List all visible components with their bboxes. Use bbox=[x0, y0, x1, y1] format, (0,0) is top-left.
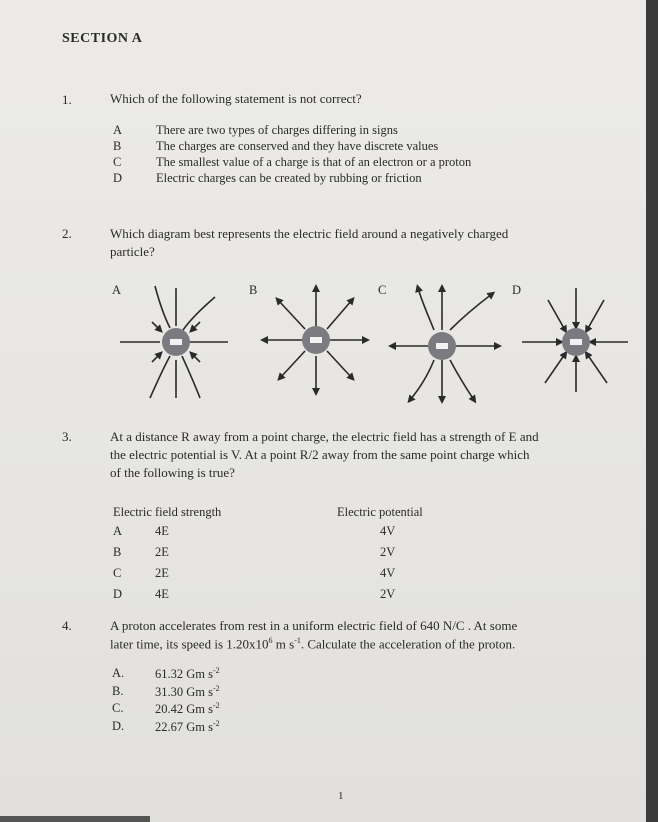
q3-row-c-field: 2E bbox=[155, 566, 169, 580]
q4-text-line2-c: . Calculate the acceleration of the proton. bbox=[300, 636, 516, 652]
q3-row-a-potential: 4V bbox=[380, 524, 396, 538]
q4-option-b-text: 31.30 Gm s bbox=[155, 685, 213, 700]
q4-option-c-exp: -2 bbox=[213, 701, 220, 710]
q4-option-b-exp: -2 bbox=[213, 684, 220, 693]
q4-option-d-letter: D. bbox=[112, 719, 125, 733]
page-bottom-edge bbox=[0, 816, 150, 822]
q3-row-c-letter: C bbox=[113, 566, 122, 580]
q3-row-c-potential: 4V bbox=[380, 566, 396, 580]
q1-option-c-text: The smallest value of a charge is that of an electron or a proton bbox=[156, 155, 472, 169]
q3-row-b-field: 2E bbox=[155, 545, 169, 559]
q3-text-line1: At a distance R away from a point charge, the electric field has a strength of E and bbox=[110, 429, 539, 444]
q3-text-line3: of the following is true? bbox=[110, 465, 235, 480]
q1-number: 1. bbox=[62, 92, 72, 107]
page-number: 1 bbox=[338, 790, 344, 802]
q4-option-d-value bbox=[155, 719, 220, 735]
q4-text-line2-b: m s bbox=[272, 636, 295, 652]
q4-option-a-text: 61.32 Gm s bbox=[155, 667, 213, 682]
q1-option-d-text: Electric charges can be created by rubbing or friction bbox=[156, 171, 422, 185]
diagram-d-label: D bbox=[512, 283, 522, 297]
q3-row-a-field: 4E bbox=[155, 524, 169, 538]
q1-option-b-text: The charges are conserved and they have discrete values bbox=[156, 139, 439, 153]
q3-col-field-header: Electric field strength bbox=[113, 505, 222, 519]
q3-row-a-letter: A bbox=[113, 524, 123, 538]
q4-number: 4. bbox=[62, 618, 72, 633]
q4-text-line2 bbox=[110, 636, 515, 652]
q2-text-line1: Which diagram best represents the electric field around a negatively charged bbox=[110, 226, 509, 241]
q4-option-d-text: 22.67 Gm s bbox=[155, 720, 213, 735]
q3-row-b-potential: 2V bbox=[380, 545, 396, 559]
q4-option-c-text: 20.42 Gm s bbox=[155, 702, 213, 717]
q4-exp-unit: -1 bbox=[294, 636, 301, 645]
diagram-c-label: C bbox=[378, 283, 387, 297]
q3-number: 3. bbox=[62, 429, 72, 444]
q1-option-a-text: There are two types of charges differing in signs bbox=[156, 123, 398, 137]
q4-option-b-value bbox=[155, 684, 220, 700]
q3-row-d-potential: 2V bbox=[380, 587, 396, 601]
page-edge-shadow bbox=[646, 0, 658, 822]
q4-option-a-letter: A. bbox=[112, 666, 125, 680]
q4-option-b-letter: B. bbox=[112, 684, 124, 698]
diagram-b-label: B bbox=[249, 283, 258, 297]
q1-option-a-letter: A bbox=[113, 123, 123, 137]
q3-col-potential-header: Electric potential bbox=[337, 505, 423, 519]
q1-option-c-letter: C bbox=[113, 155, 122, 169]
q2-number: 2. bbox=[62, 226, 72, 241]
diagram-a-label: A bbox=[112, 283, 122, 297]
q1-option-d-letter: D bbox=[113, 171, 123, 185]
q4-text-line2-a: later time, its speed is 1.20x10 bbox=[110, 636, 269, 652]
section-title: SECTION A bbox=[62, 31, 143, 46]
q4-option-a-exp: -2 bbox=[213, 666, 220, 675]
q2-text-line2: particle? bbox=[110, 244, 155, 259]
q4-option-a-value bbox=[155, 666, 220, 682]
q3-row-b-letter: B bbox=[113, 545, 122, 559]
q3-row-d-field: 4E bbox=[155, 587, 169, 601]
q3-row-d-letter: D bbox=[113, 587, 123, 601]
q4-text-line1: A proton accelerates from rest in a uniform electric field of 640 N/C . At some bbox=[110, 618, 518, 633]
q4-option-d-exp: -2 bbox=[213, 719, 220, 728]
q4-option-c-letter: C. bbox=[112, 701, 124, 715]
q1-text: Which of the following statement is not correct? bbox=[110, 91, 362, 106]
q4-option-c-value bbox=[155, 701, 220, 717]
q1-option-b-letter: B bbox=[113, 139, 122, 153]
q4-exp-speed: 6 bbox=[268, 636, 273, 645]
q3-text-line2: the electric potential is V. At a point R/2 away from the same point charge which bbox=[110, 447, 530, 462]
